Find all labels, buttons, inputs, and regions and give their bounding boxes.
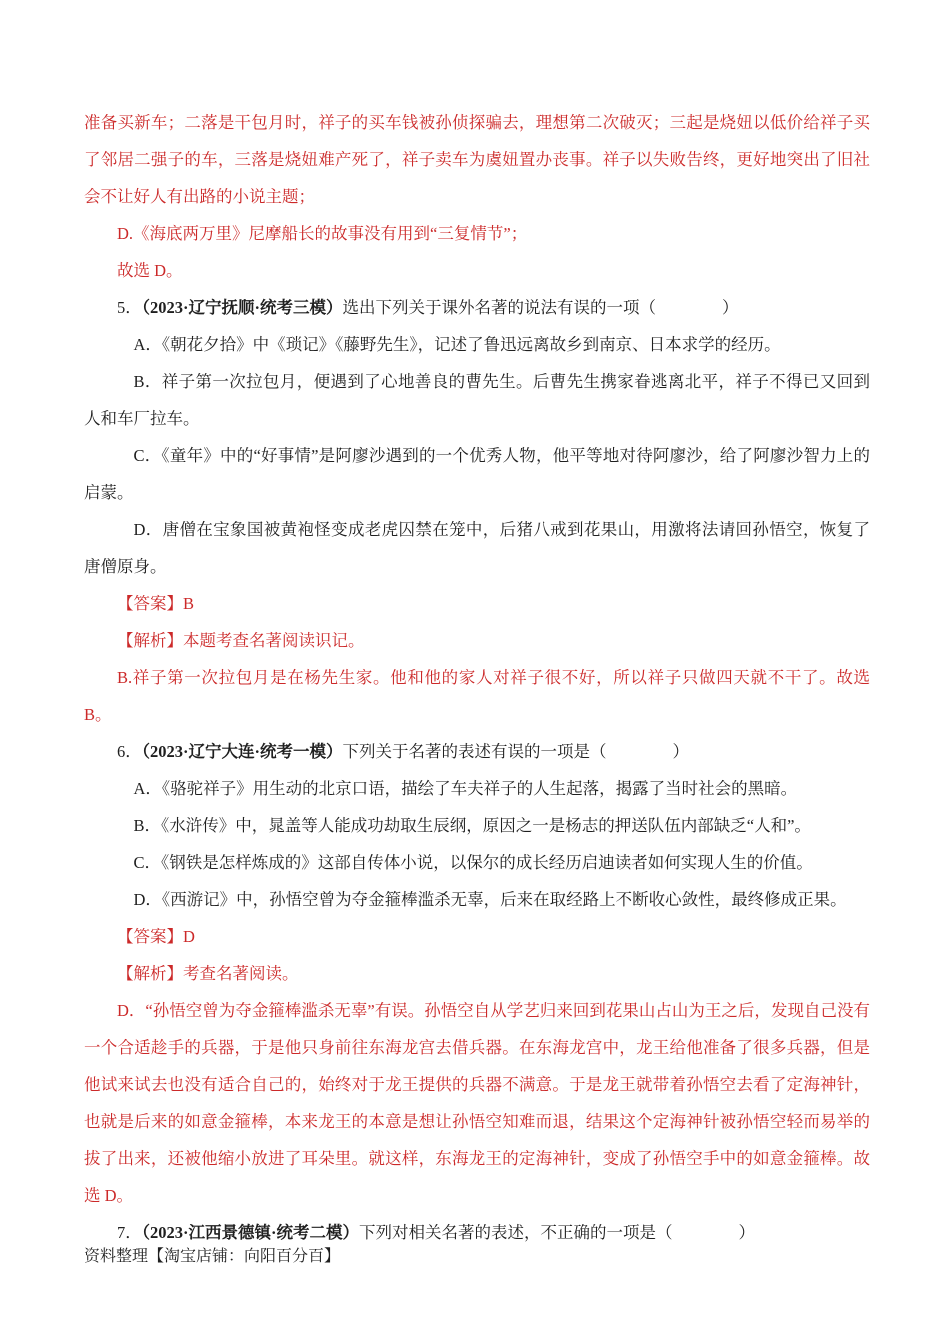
question-6-number: 6． [117,742,142,761]
question-5-analysis-label: 【解析】 [117,631,183,650]
question-5-option-d: D．唐僧在宝象国被黄袍怪变成老虎囚禁在笼中，后猪八戒到花果山，用激将法请回孙悟空，恢复了唐僧原身。 [84,520,870,576]
question-5-answer-line [84,585,870,622]
question-6-analysis-text: 考查名著阅读。 [183,964,299,983]
question-6-stem-after: 的一项是（ ） [524,742,690,761]
question-7-source: （2023·江西景德镇·统考二模） [141,1223,360,1242]
question-5-option-b: B．祥子第一次拉包月，便遇到了心地善良的曹先生。后曹先生携家眷逃离北平，祥子不得已又回到人和车厂拉车。 [84,372,870,428]
question-6-option-d: D．《西游记》中，孙悟空曾为夺金箍棒滥杀无辜，后来在取经路上不断收心敛性，最终修成正果。 [133,890,847,909]
question-7-stem: 下列对相关名著的表述，不正确的一项是（ ） [359,1223,756,1242]
question-5-source: （2023·辽宁抚顺·统考三模） [141,298,343,317]
question-5-analysis-line [84,622,870,659]
question-5-number: 5． [117,298,142,317]
carryover-conclusion: 故选 D。 [117,261,183,280]
question-6-answer-label: 【答案】 [117,927,183,946]
question-5-title [84,289,870,326]
question-5-option-a: A．《朝花夕拾》中《琐记》《藤野先生》，记述了鲁迅远离故乡到南京、日本求学的经历。 [133,335,781,354]
question-6-analysis-label: 【解析】 [117,964,183,983]
question-6-answer-value: D [183,927,195,946]
question-6-option-b: B．《水浒传》中，晁盖等人能成功劫取生辰纲，原因之一是杨志的押送队伍内部缺乏“人和”。 [133,816,811,835]
question-5-analysis-detail: B.祥子第一次拉包月是在杨先生家。他和他的家人对祥子很不好，所以祥子只做四天就不干了。故选 B。 [84,668,870,724]
question-6-source: （2023·辽宁大连·统考一模） [141,742,343,761]
question-7-number: 7． [117,1223,142,1242]
question-6-stem-emphasis: 有误 [491,742,525,761]
question-6-stem-before: 下列关于名著的表述 [342,742,492,761]
question-5-stem: 选出下列关于课外名著的说法有误的一项（ ） [342,298,739,317]
question-5-analysis-text: 本题考查名著阅读识记。 [183,631,365,650]
question-6-answer-line [84,918,870,955]
question-5-option-c: C．《童年》中的“好事情”是阿廖沙遇到的一个优秀人物，他平等地对待阿廖沙，给了阿廖沙智力上的启蒙。 [84,446,870,502]
question-6-analysis-detail: D．“孙悟空曾为夺金箍棒滥杀无辜”有误。孙悟空自从学艺归来回到花果山占山为王之后，发现自己没有一个合适趁手的兵器，于是他只身前往东海龙宫去借兵器。在东海龙宫中，龙王给他准备了很多兵器，但是他试来试去也没有适合自己的，始终对于龙王提供的兵器不满意。于是龙王就带着孙悟空去看了定海神针，也就是后来的如意金箍棒，本来龙王的本意是想让孙悟空知难而退，结果这个定海神针被孙悟空轻而易举的拔了出来，还被他缩小放进了耳朵里。就这样，东海龙王的定海神针，变成了孙悟空手中的如意金箍棒。故选 D。 [84,1001,870,1205]
document-body [84,104,870,1251]
carryover-analysis-paragraph: 准备买新车；二落是干包月时，祥子的买车钱被孙侦探骗去，理想第二次破灭；三起是烧妞以低价给祥子买了邻居二强子的车，三落是烧妞难产死了，祥子卖车为虞妞置办丧事。祥子以失败告终，更好地突出了旧社会不让好人有出路的小说主题； [84,113,870,206]
question-6-option-c: C．《钢铁是怎样炼成的》这部自传体小说，以保尔的成长经历启迪读者如何实现人生的价值。 [133,853,813,872]
page-footer: 资料整理【淘宝店铺：向阳百分百】 [84,1248,341,1265]
question-6-title [84,733,870,770]
question-6-analysis-line [84,955,870,992]
question-5-answer-label: 【答案】 [117,594,183,613]
question-6-option-a: A．《骆驼祥子》用生动的北京口语，描绘了车夫祥子的人生起落，揭露了当时社会的黑暗。 [133,779,798,798]
question-5-answer-value: B [183,594,195,613]
carryover-option-d-note: D.《海底两万里》尼摩船长的故事没有用到“三复情节”； [117,224,528,243]
